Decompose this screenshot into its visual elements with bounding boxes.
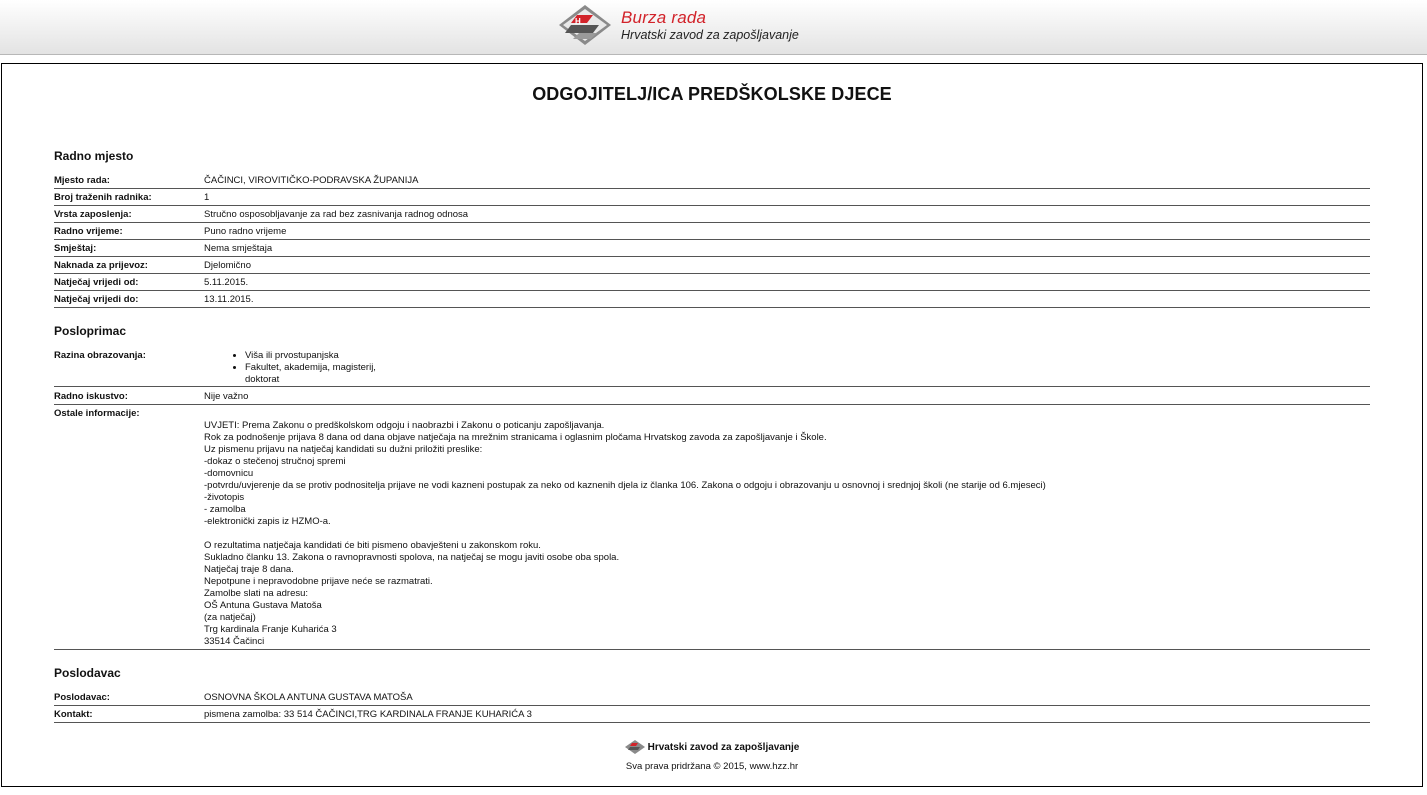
row-label: Smještaj: (54, 243, 97, 254)
row-label: Poslodavac: (54, 692, 110, 703)
info-line: Uz pismenu prijavu na natječaj kandidati su dužni priložiti preslike: (204, 444, 483, 455)
info-line: Zamolbe slati na adresu: (204, 588, 309, 599)
job-title: ODGOJITELJ/ICA PREDŠKOLSKE DJECE (532, 84, 892, 104)
info-line: UVJETI: Prema Zakonu o predškolskom odgoju i naobrazbi i Zakonu o poticanju zapošljavanja. (204, 420, 605, 431)
info-line: -životopis (204, 492, 245, 503)
row-label: Kontakt: (54, 709, 93, 720)
info-line: -elektronički zapis iz HZMO-a. (204, 516, 331, 527)
info-line: OŠ Antuna Gustava Matoša (204, 600, 322, 611)
row-radno-iskustvo (54, 391, 1370, 405)
section-title-poslodavac: Poslodavac (54, 666, 121, 680)
row-vrsta-zaposlenja (54, 209, 1370, 223)
info-line: Nepotpune i nepravodobne prijave neće se razmatrati. (204, 576, 433, 587)
list-item: • Viša ili prvostupanjska (245, 350, 385, 362)
info-line: Sukladno članku 13. Zakona o ravnopravnosti spolova, na natječaj se mogu javiti osobe oba spola. (204, 552, 620, 563)
row-value: Puno radno vrijeme (204, 226, 287, 237)
logo-brand-text: Burza rada (621, 7, 707, 27)
row-radno-vrijeme (54, 226, 1370, 240)
row-value (204, 350, 385, 386)
row-label: Naknada za prijevoz: (54, 260, 148, 271)
row-value: Djelomično (204, 260, 251, 271)
row-mjesto-rada (54, 175, 1370, 189)
education-level-list (204, 350, 385, 386)
list-item: • Fakultet, akademija, magisterij, doktorat (245, 362, 385, 386)
info-line: (za natječaj) (204, 612, 256, 623)
info-line (204, 528, 1046, 540)
row-value: Stručno osposobljavanje za rad bez zasnivanja radnog odnosa (204, 209, 469, 220)
info-line: -domovnicu (204, 468, 254, 479)
page-footer (2, 740, 1422, 772)
hzz-small-logo-icon (625, 740, 645, 754)
logo-subtitle-text: Hrvatski zavod za zapošljavanje (621, 27, 799, 42)
row-label: Mjesto rada: (54, 175, 110, 186)
row-vrijedi-do (54, 294, 1370, 308)
row-label: Radno vrijeme: (54, 226, 123, 237)
hzz-logo[interactable] (557, 2, 799, 48)
row-label: Broj traženih radnika: (54, 192, 152, 203)
row-value: pismena zamolba: 33 514 ČAČINCI,TRG KARDINALA FRANJE KUHARIĆA 3 (204, 709, 532, 720)
row-vrijedi-od (54, 277, 1370, 291)
row-poslodavac (54, 692, 1370, 706)
row-value: 1 (204, 192, 210, 203)
info-line: O rezultatima natječaja kandidati će biti pismeno obavješteni u zakonskom roku. (204, 540, 541, 551)
section-title-radno-mjesto: Radno mjesto (54, 149, 134, 163)
row-label: Natječaj vrijedi do: (54, 294, 139, 305)
row-label: Razina obrazovanja: (54, 350, 146, 361)
row-razina-obrazovanja (54, 350, 1370, 387)
footer-brand-text: Hrvatski zavod za zapošljavanje (647, 741, 800, 753)
row-value: ČAČINCI, VIROVITIČKO-PODRAVSKA ŽUPANIJA (204, 175, 419, 186)
job-details-panel (1, 63, 1423, 787)
row-ostale-informacije (54, 408, 1370, 650)
info-line: 33514 Čačinci (204, 636, 265, 647)
info-line: Rok za podnošenje prijava 8 dana od dana objave natječaja na mrežnim stranicama i oglasnim pločama Hrvatskog zavoda za zapošljavanje i Škole. (204, 432, 827, 443)
row-value: Nema smještaja (204, 243, 273, 254)
info-line: Natječaj traje 8 dana. (204, 564, 294, 575)
row-broj-radnika (54, 192, 1370, 206)
row-label: Vrsta zaposlenja: (54, 209, 132, 220)
other-info-text (204, 420, 1046, 648)
row-label: Radno iskustvo: (54, 391, 128, 402)
row-value: Nije važno (204, 391, 249, 402)
footer-brand[interactable] (625, 740, 800, 754)
info-line: Trg kardinala Franje Kuharića 3 (204, 624, 337, 635)
row-smjestaj (54, 243, 1370, 257)
site-header (0, 0, 1427, 55)
info-line: - zamolba (204, 504, 246, 515)
svg-text:H: H (575, 17, 581, 26)
row-naknada-prijevoz (54, 260, 1370, 274)
footer-copyright: Sva prava pridržana © 2015, www.hzz.hr (625, 761, 799, 772)
row-value: 13.11.2015. (204, 294, 254, 305)
row-label: Ostale informacije: (54, 408, 140, 419)
row-value: 5.11.2015. (204, 277, 249, 288)
row-kontakt (54, 709, 1370, 723)
row-value: OSNOVNA ŠKOLA ANTUNA GUSTAVA MATOŠA (204, 692, 413, 703)
info-line: -dokaz o stečenoj stručnoj spremi (204, 456, 346, 467)
row-label: Natječaj vrijedi od: (54, 277, 139, 288)
hzz-logo-icon (557, 3, 613, 47)
info-line: -potvrdu/uvjerenje da se protiv podnositelja prijave ne vodi kazneni postupak za neko od kaznenih djela iz članka 106. Zakona o odgoju i obrazovanju u osnovnoj i srednjoj školi (ne starije od 6.mjeseci) (204, 480, 1046, 491)
section-title-posloprimac: Posloprimac (54, 324, 127, 338)
